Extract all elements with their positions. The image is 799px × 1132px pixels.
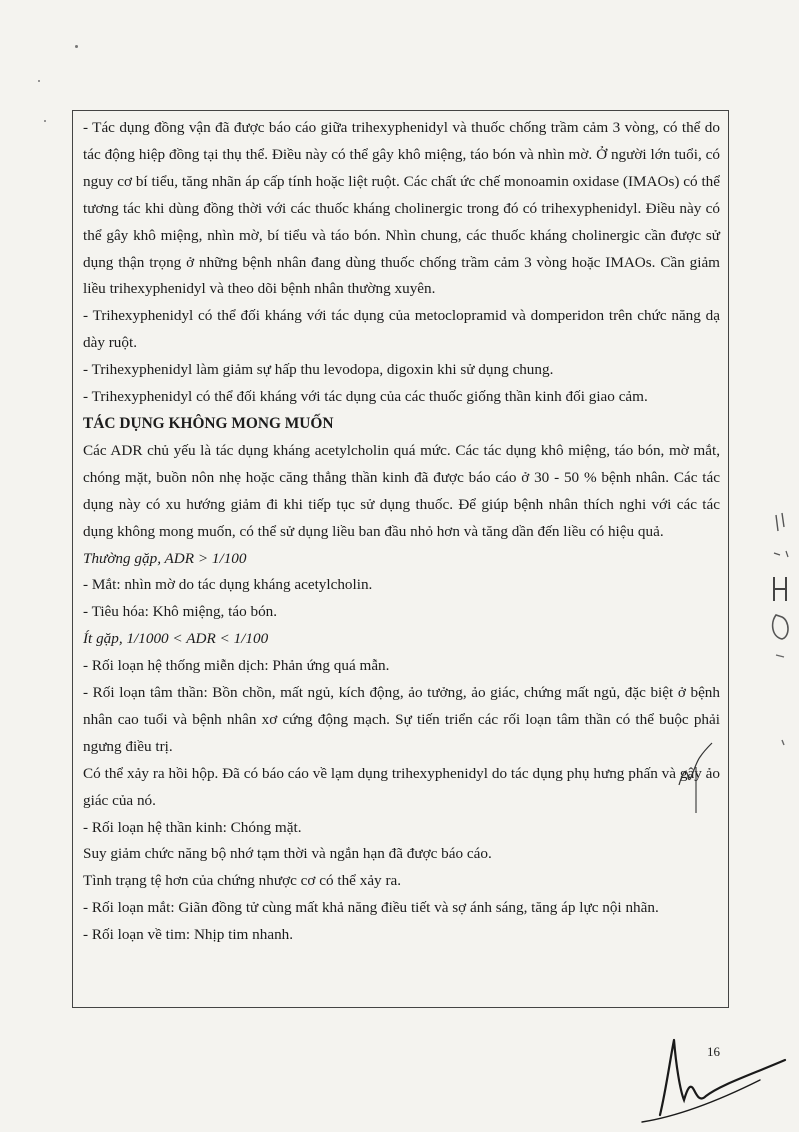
- scan-speck: [44, 120, 46, 122]
- paragraph-memory-impairment: Suy giảm chức năng bộ nhớ tạm thời và ngắn hạn đã được báo cáo.: [83, 845, 492, 863]
- page-number: 16: [707, 1044, 720, 1059]
- paragraph-immune-disorders: - Rối loạn hệ thống miễn dịch: Phản ứng quá mẫn.: [83, 657, 390, 675]
- subheading-common-adr: Thường gặp, ADR > 1/100: [83, 549, 247, 567]
- paragraph-interaction-metoclopramide: - Trihexyphenidyl có thể đối kháng với tác dụng của metoclopramid và domperidon trên chức năng dạ dày ruột.: [83, 307, 720, 352]
- scan-speck: [75, 45, 78, 48]
- handwritten-correction-mark: [676, 735, 716, 815]
- paragraph-eye-effects: - Mắt: nhìn mờ do tác dụng kháng acetylcholin.: [83, 576, 373, 594]
- paragraph-interaction-levodopa: - Trihexyphenidyl làm giảm sự hấp thu levodopa, digoxin khi sử dụng chung.: [83, 361, 554, 379]
- scan-speck: [38, 80, 40, 82]
- paragraph-cardiac-disorders: - Rối loạn về tim: Nhịp tim nhanh.: [83, 926, 294, 944]
- margin-stamp-marks-icon: [762, 505, 796, 765]
- paragraph-adr-summary: Các ADR chủ yếu là tác dụng kháng acetylcholin quá mức. Các tác dụng khô miệng, táo bón, mờ mắt, chóng mặt, buồn nôn nhẹ hoặc căng thẳng thần kinh đã được báo cáo ở 30 - 50 % bệnh nhân. Các tác dụng này có xu hướng giảm đi khi tiếp tục sử dụng thuốc. Để giúp bệnh nhân thích nghi với các tác dụng không mong muốn, có thể sử dụng liều ban đầu nhỏ hơn và tăng dần đến liều có hiệu quả.: [83, 441, 720, 540]
- paragraph-digestive-effects: - Tiêu hóa: Khô miệng, táo bón.: [83, 603, 278, 621]
- handwritten-signature-icon: [640, 1030, 790, 1125]
- paragraph-interaction-parasympathomimetic: - Trihexyphenidyl có thể đối kháng với tác dụng của các thuốc giống thần kinh đối giao cảm.: [83, 388, 648, 406]
- paragraph-eye-disorders: - Rối loạn mắt: Giãn đồng tử cùng mất khả năng điều tiết và sợ ánh sáng, tăng áp lực nội nhãn.: [83, 899, 659, 917]
- paragraph-psychiatric-disorders: - Rối loạn tâm thần: Bồn chồn, mất ngủ, kích động, ảo tưởng, ảo giác, chứng mất ngủ, đặc biệt ở bệnh nhân cao tuổi và bệnh nhân xơ cứng động mạch. Sự tiến triển các rối loạn tâm thần có thể buộc phải ngưng điều trị.: [83, 684, 720, 755]
- section-heading-adverse-effects: TÁC DỤNG KHÔNG MONG MUỐN: [83, 414, 334, 432]
- document-content-frame: [72, 110, 729, 1008]
- paragraph-myasthenia: Tình trạng tệ hơn của chứng nhược cơ có thể xảy ra.: [83, 872, 402, 890]
- paragraph-palpitations-abuse: Có thể xảy ra hồi hộp. Đã có báo cáo về lạm dụng trihexyphenidyl do tác dụng phụ hưng phấn và gây ảo giác của nó.: [83, 764, 720, 809]
- paragraph-nervous-system: - Rối loạn hệ thần kinh: Chóng mặt.: [83, 818, 302, 836]
- subheading-uncommon-adr: Ít gặp, 1/1000 < ADR < 1/100: [83, 630, 269, 648]
- paragraph-interaction-tricyclic: - Tác dụng đồng vận đã được báo cáo giữa trihexyphenidyl và thuốc chống trầm cảm 3 vòng, có thể do tác động hiệp đồng tại thụ thể. Điều này có thể gây khô miệng, táo bón và nhìn mờ. Ở người lớn tuổi, có nguy cơ bí tiểu, tăng nhãn áp cấp tính hoặc liệt ruột. Các chất ức chế monoamin oxidase (IMAOs) có thể tương tác khi dùng đồng thời với các thuốc kháng cholinergic trong đó có trihexyphenidyl. Điều này có thể gây khô miệng, nhìn mờ, bí tiểu và táo bón. Nhìn chung, các thuốc kháng cholinergic cần được sử dụng thận trọng ở những bệnh nhân đang dùng thuốc chống trầm cảm 3 vòng hoặc IMAOs. Cần giảm liều trihexyphenidyl và theo dõi bệnh nhân thường xuyên.: [83, 119, 720, 298]
